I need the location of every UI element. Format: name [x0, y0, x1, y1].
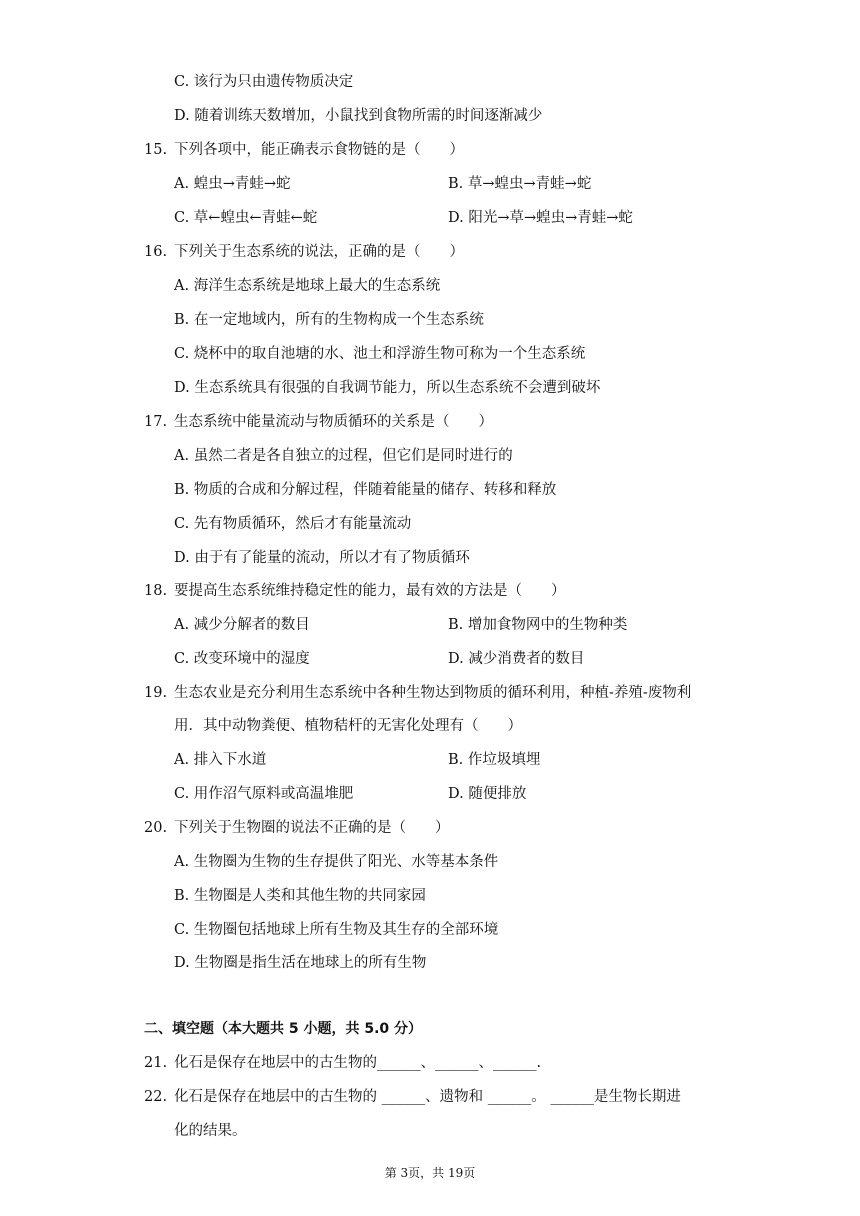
- page-footer: 第 3页，共 19页: [384, 1166, 476, 1180]
- q17-option-c: C. 先有物质循环，然后才有能量流动: [174, 516, 412, 532]
- q17-stem: 生态系统中能量流动与物质循环的关系是（ ）: [174, 414, 493, 430]
- q17-number: 17.: [144, 414, 168, 430]
- q20-stem: 下列关于生物圈的说法不正确的是（ ）: [174, 820, 450, 836]
- q18-option-b: B. 增加食物网中的生物种类: [448, 617, 628, 633]
- q15-option-c: C. 草←蝗虫←青蛙←蛇: [174, 210, 318, 226]
- q20-option-a: A. 生物圈为生物的生存提供了阳光、水等基本条件: [174, 854, 499, 870]
- q19-option-a: A. 排入下水道: [174, 752, 267, 768]
- q18-option-a: A. 减少分解者的数目: [174, 617, 310, 633]
- q15-stem: 下列各项中，能正确表示食物链的是（ ）: [174, 142, 464, 158]
- q17-option-b: B. 物质的合成和分解过程，伴随着能量的储存、转移和释放: [174, 482, 557, 498]
- q17-option-a: A. 虽然二者是各自独立的过程，但它们是同时进行的: [174, 448, 513, 464]
- q21-number: 21.: [144, 1055, 168, 1071]
- q16-option-a: A. 海洋生态系统是地球上最大的生态系统: [174, 278, 441, 294]
- q19-option-b: B. 作垃圾填埋: [448, 752, 541, 768]
- q19-number: 19.: [144, 685, 168, 701]
- q20-option-c: C. 生物圈包括地球上所有生物及其生存的全部环境: [174, 922, 499, 938]
- q20-number: 20.: [144, 820, 168, 836]
- q18-option-d: D. 减少消费者的数目: [448, 651, 585, 667]
- q14-option-d: D. 随着训练天数增加，小鼠找到食物所需的时间逐渐减少: [174, 108, 543, 124]
- q16-option-d: D. 生态系统具有很强的自我调节能力，所以生态系统不会遭到破坏: [174, 380, 601, 396]
- q15-option-a: A. 蝗虫→青蛙→蛇: [174, 176, 291, 192]
- q16-option-c: C. 烧杯中的取自池塘的水、池土和浮游生物可称为一个生态系统: [174, 346, 586, 362]
- section-heading-fill-in: 二、填空题（本大题共 5 小题，共 5.0 分）: [144, 1021, 423, 1037]
- q22-text-line2: 化的结果。: [174, 1123, 247, 1139]
- q18-option-c: C. 改变环境中的湿度: [174, 651, 310, 667]
- q19-option-c: C. 用作沼气原料或高温堆肥: [174, 786, 354, 802]
- q15-option-b: B. 草→蝗虫→青蛙→蛇: [448, 176, 592, 192]
- q16-option-b: B. 在一定地域内，所有的生物构成一个生态系统: [174, 312, 484, 328]
- q15-option-d: D. 阳光→草→蝗虫→青蛙→蛇: [448, 210, 633, 226]
- q16-stem: 下列关于生态系统的说法，正确的是（ ）: [174, 244, 464, 260]
- q16-number: 16.: [144, 244, 168, 260]
- q21-text: 化石是保存在地层中的古生物的______、______、______.: [174, 1055, 542, 1071]
- q19-option-d: D. 随便排放: [448, 786, 527, 802]
- q22-text: 化石是保存在地层中的古生物的 ______、遗物和 ______。 ______是生物长期进: [174, 1089, 681, 1105]
- q17-option-d: D. 由于有了能量的流动，所以才有了物质循环: [174, 550, 470, 566]
- q22-number: 22.: [144, 1089, 168, 1105]
- q15-number: 15.: [144, 142, 168, 158]
- q20-option-d: D. 生物圈是指生活在地球上的所有生物: [174, 955, 427, 971]
- q18-stem: 要提高生态系统维持稳定性的能力，最有效的方法是（ ）: [174, 583, 566, 599]
- q20-option-b: B. 生物圈是人类和其他生物的共同家园: [174, 888, 426, 904]
- q19-stem-line2: 用．其中动物粪便、植物秸杆的无害化处理有（ ）: [174, 718, 522, 734]
- q14-option-c: C. 该行为只由遗传物质决定: [174, 74, 354, 90]
- q19-stem: 生态农业是充分利用生态系统中各种生物达到物质的循环利用，种植-养殖-废物利: [174, 685, 692, 701]
- q18-number: 18.: [144, 583, 168, 599]
